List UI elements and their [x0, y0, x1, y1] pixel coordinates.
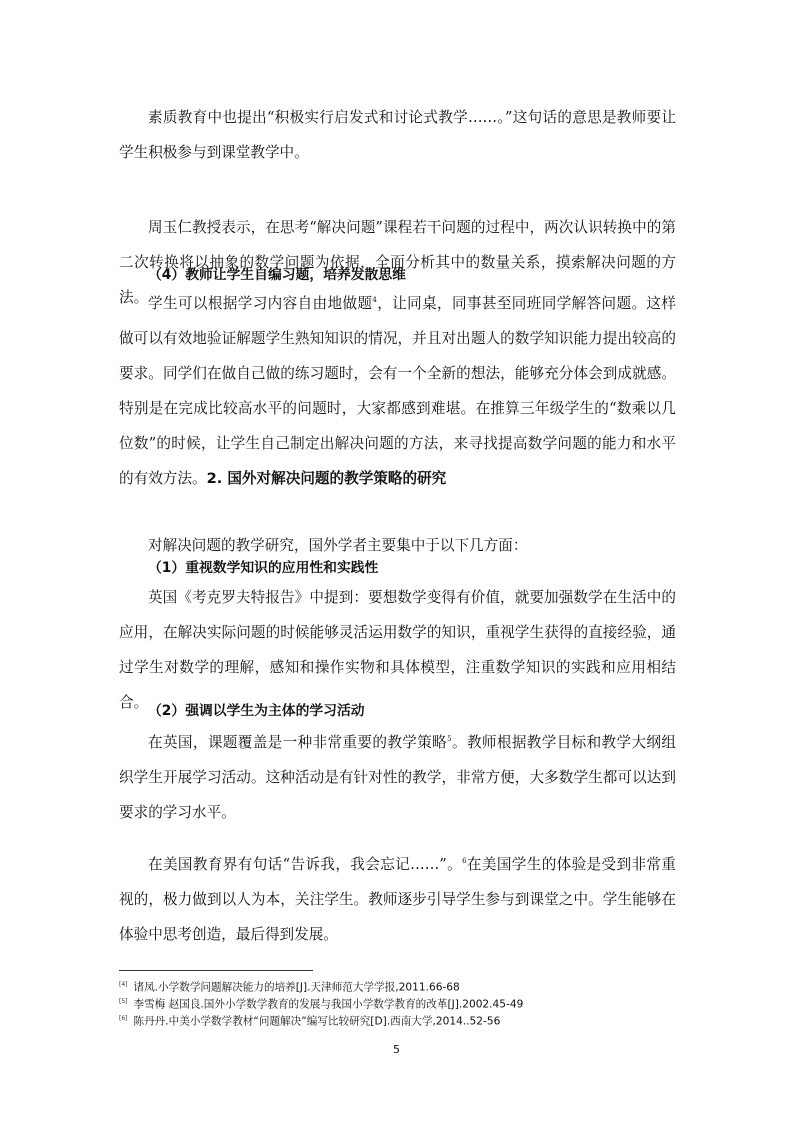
paragraph-text: 在英国，课题覆盖是一种非常重要的教学策略	[148, 734, 448, 751]
footnote-mark: [6]	[119, 1015, 128, 1022]
paragraph-text: 。教师根据教学目标和教学大纲组织学生开展学习活动。这种活动是有针对性的教学，非常方便，大多数学生都可以达到要求的学习水平。	[119, 734, 676, 821]
paragraph-text: 学生可以根据学习内容自由地做题	[148, 295, 373, 312]
section-heading-1: （1）重视数学知识的应用性和实践性	[148, 560, 379, 576]
footnote-6	[119, 1011, 500, 1030]
paragraph-text: 在美国教育界有句话“告诉我，我会忘记……”。	[148, 856, 463, 873]
footnote-text: 陈丹丹.中美小学数学教材“问题解决”编写比较研究[D].西南大学,2014..52-56	[133, 1015, 501, 1028]
section-heading-2: （2）强调以学生为主体的学习活动	[148, 703, 365, 719]
footnote-5	[119, 994, 523, 1013]
paragraph-self-made-exercises	[119, 286, 676, 496]
footnote-mark: [4]	[119, 981, 128, 988]
paragraph-cockcroft-report	[119, 580, 676, 720]
paragraph-foreign-intro	[119, 535, 676, 557]
paragraph-quality-education	[119, 100, 676, 170]
footnote-text: 李雪梅 赵国良.国外小学数学教育的发展与我国小学数学教育的改革[J].2002.45-49	[133, 998, 524, 1011]
paragraph-text: 对解决问题的教学研究，国外学者主要集中于以下几方面：	[148, 537, 528, 554]
paragraph-text: 英国《考克罗夫特报告》中提到：要想数学变得有价值，就要加强数学在生活中的应用，在解决实际问题的时候能够灵活运用数学的知识，重视学生获得的直接经验，通过学生对数学的理解，感知和操作实物和具体模型，注重数学知识的实践和应用相结合。	[119, 589, 676, 711]
paragraph-text: 素质教育中也提出“积极实行启发式和讨论式教学……。”这句话的意思是教师要让学生积极参与到课堂教学中。	[119, 109, 676, 161]
section-heading-4: （4）教师让学生自编习题，培养发散思维	[148, 267, 406, 283]
paragraph-text: 周玉仁教授表示，在思考“解决问题”课程若干问题的过程中，两次认识转换中的第二次转换将以抽象的数学问题为依据，全面分析其中的数量关系，摸索解决问题的方法。	[119, 219, 676, 306]
footnote-divider	[119, 970, 313, 971]
footnote-ref-5[interactable]: 5	[447, 735, 452, 744]
footnote-text: 诸凤.小学数学问题解决能力的培养[J].天津师范大学学报,2011.66-68	[133, 981, 460, 994]
footnote-ref-4[interactable]: 4	[372, 296, 377, 305]
footnote-ref-6[interactable]: 6	[462, 857, 467, 866]
paragraph-text: 在美国学生的体验是受到非常重视的，极力做到以人为本，关注学生。教师逐步引导学生参与到课堂之中。学生能够在体验中思考创造，最后得到发展。	[119, 856, 676, 943]
section-heading-foreign-research: 2. 国外对解决问题的教学策略的研究	[206, 470, 447, 487]
paragraph-us-education	[119, 847, 676, 952]
footnote-4	[119, 977, 460, 996]
page-number: 5	[393, 1043, 400, 1056]
paragraph-uk-topic-coverage	[119, 725, 676, 830]
paragraph-text: ，让同桌，同事甚至同班同学解答问题。这样做可以有效地验证解题学生熟知知识的情况，并且对出题人的数学知识能力提出较高的要求。同学们在做自己做的练习题时，会有一个全新的想法，能够充分体会到成就感。特别是在完成比较高水平的问题时，大家都感到难堪。在推算三年级学生的“数乘以几位数”的时候，让学生自己制定出解决问题的方法，来寻找提高数学问题的能力和水平的有效方法。	[119, 295, 676, 487]
footnote-mark: [5]	[119, 998, 128, 1005]
